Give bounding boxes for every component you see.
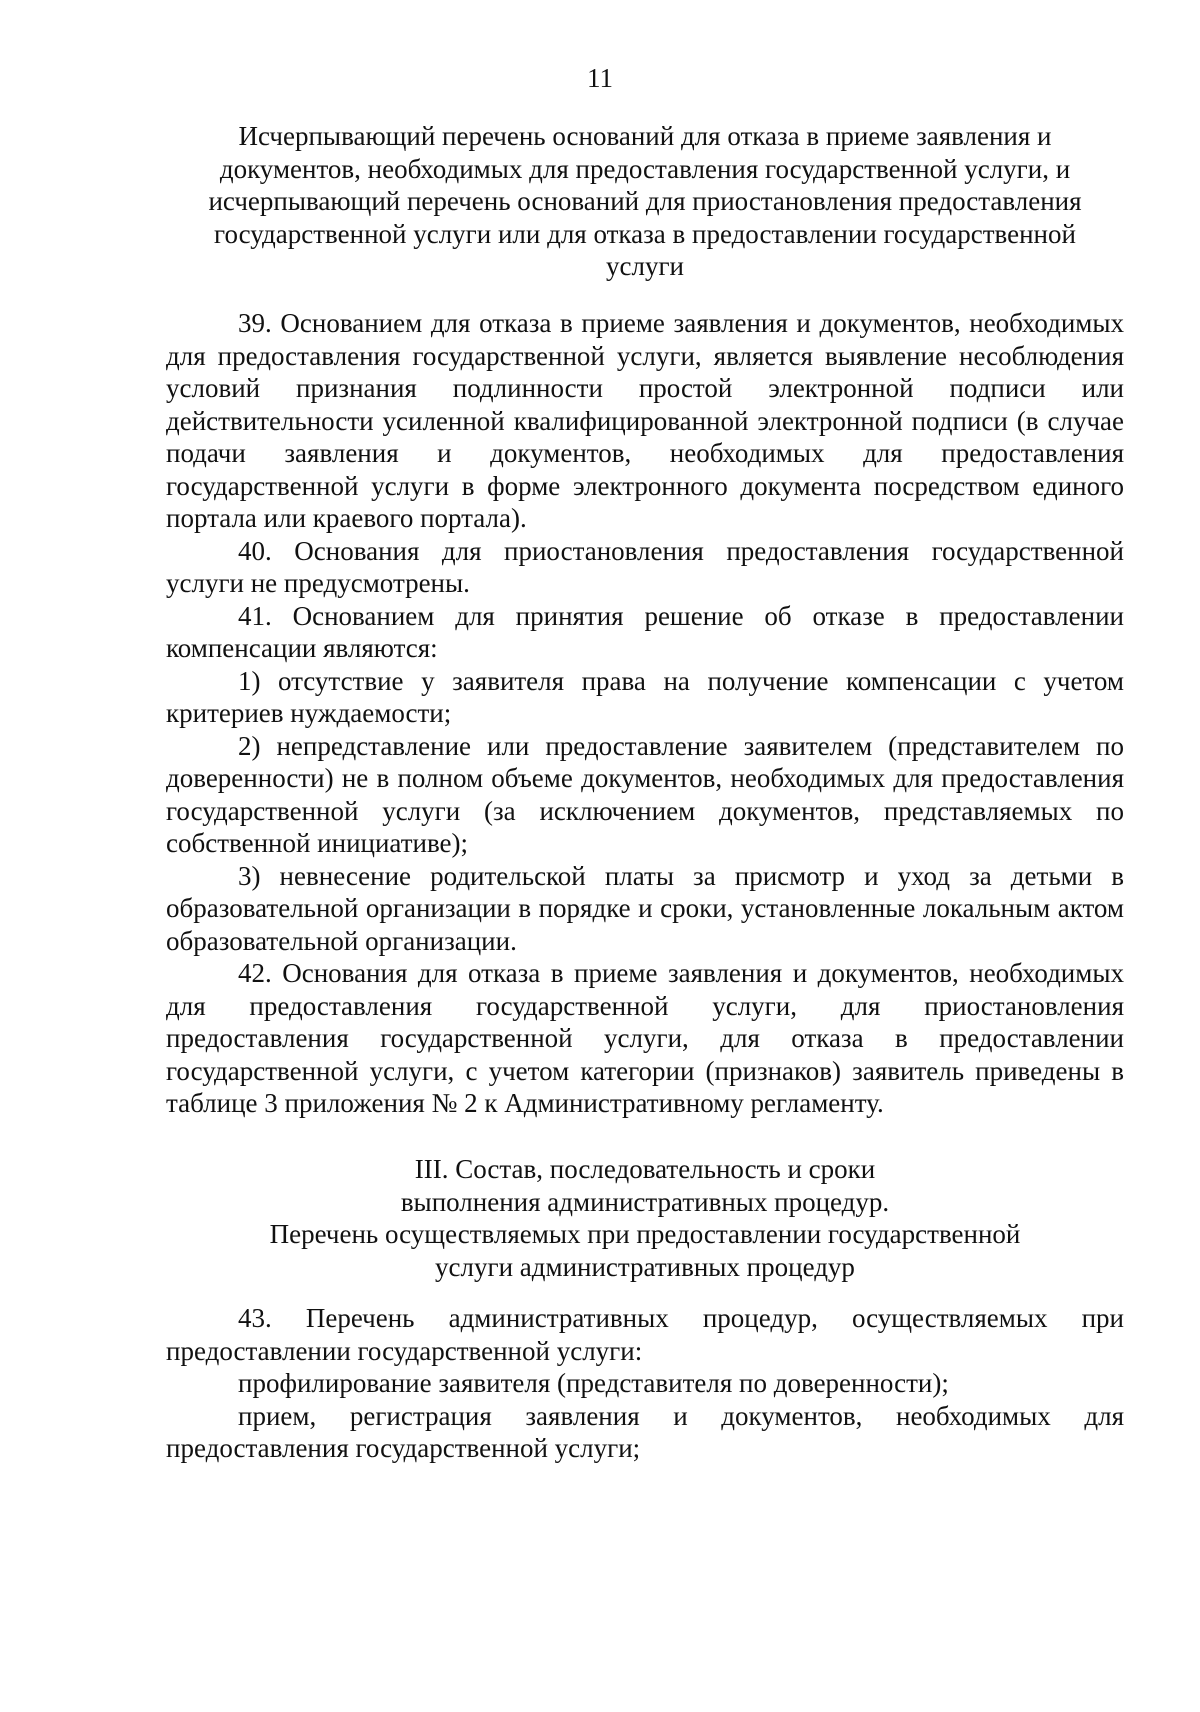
paragraph-41-item-1: 1) отсутствие у заявителя права на получение компенсации с учетом критериев нуждаемости; <box>166 665 1124 728</box>
paragraphs-39-42 <box>166 307 1124 1120</box>
heading-exhaustive-grounds <box>166 120 1124 283</box>
section-heading <box>166 120 1124 283</box>
heading-line: III. Состав, последовательность и сроки <box>414 1154 876 1184</box>
paragraph-43-item-profiling: профилирование заявителя (представителя по доверенности); <box>238 1368 949 1398</box>
paragraph-41-item-3: 3) невнесение родительской платы за присмотр и уход за детьми в образовательной организации в порядке и сроки, установленные локальным актом образовательной организации. <box>166 860 1124 956</box>
paragraph-43: 43. Перечень административных процедур, осуществляемых при предоставлении государственной услуги: <box>166 1303 1124 1366</box>
heading-line: исчерпывающий перечень оснований для приостановления предоставления <box>208 186 1082 216</box>
paragraph-42: 42. Основания для отказа в приеме заявления и документов, необходимых для предоставления государственной услуги, для приостановления предоставления государственной услуги, для отказа в предоставлении государственной услуги, с учетом категории (признаков) заявитель приведены в таблице 3 приложения № 2 к Административному регламенту. <box>166 958 1124 1118</box>
heading-line: документов, необходимых для предоставления государственной услуги, и <box>219 153 1071 184</box>
paragraph-43-item-reception: прием, регистрация заявления и документов, необходимых для предоставления государственной услуги; <box>166 1400 1124 1463</box>
paragraph-41-item-2: 2) непредставление или предоставление заявителем (представителем по доверенности) не в полном объеме документов, необходимых для предоставления государственной услуги (за исключением документов, представляемых по собственной инициативе); <box>166 730 1124 858</box>
heading-line: Перечень осуществляемых при предоставлении государственной <box>269 1219 1021 1249</box>
heading-line: Исчерпывающий перечень оснований для отказа в приеме заявления и <box>238 121 1052 151</box>
heading-line: государственной услуги или для отказа в предоставлении государственной <box>214 218 1076 249</box>
paragraph-41: 41. Основанием для принятия решение об отказе в предоставлении компенсации являются: <box>166 600 1124 663</box>
page-number: 11 <box>587 63 613 93</box>
paragraphs-43 <box>166 1302 1124 1465</box>
paragraph-39: 39. Основанием для отказа в приеме заявления и документов, необходимых для предоставления государственной услуги, является выявление несоблюдения условий признания подлинности простой электронной подписи или действительности усиленной квалифицированной электронной подписи (в случае подачи заявления и документов, необходимых для предоставления государственной услуги в форме электронного документа посредством единого портала или краевого портала). <box>166 308 1124 533</box>
heading-line: услуги <box>606 251 684 281</box>
heading-line: выполнения административных процедур. <box>400 1186 890 1217</box>
section-heading <box>166 1153 1124 1283</box>
heading-section-iii <box>166 1153 1124 1283</box>
heading-line: услуги административных процедур <box>435 1251 855 1282</box>
paragraph-40: 40. Основания для приостановления предоставления государственной услуги не предусмотрены. <box>166 535 1124 598</box>
